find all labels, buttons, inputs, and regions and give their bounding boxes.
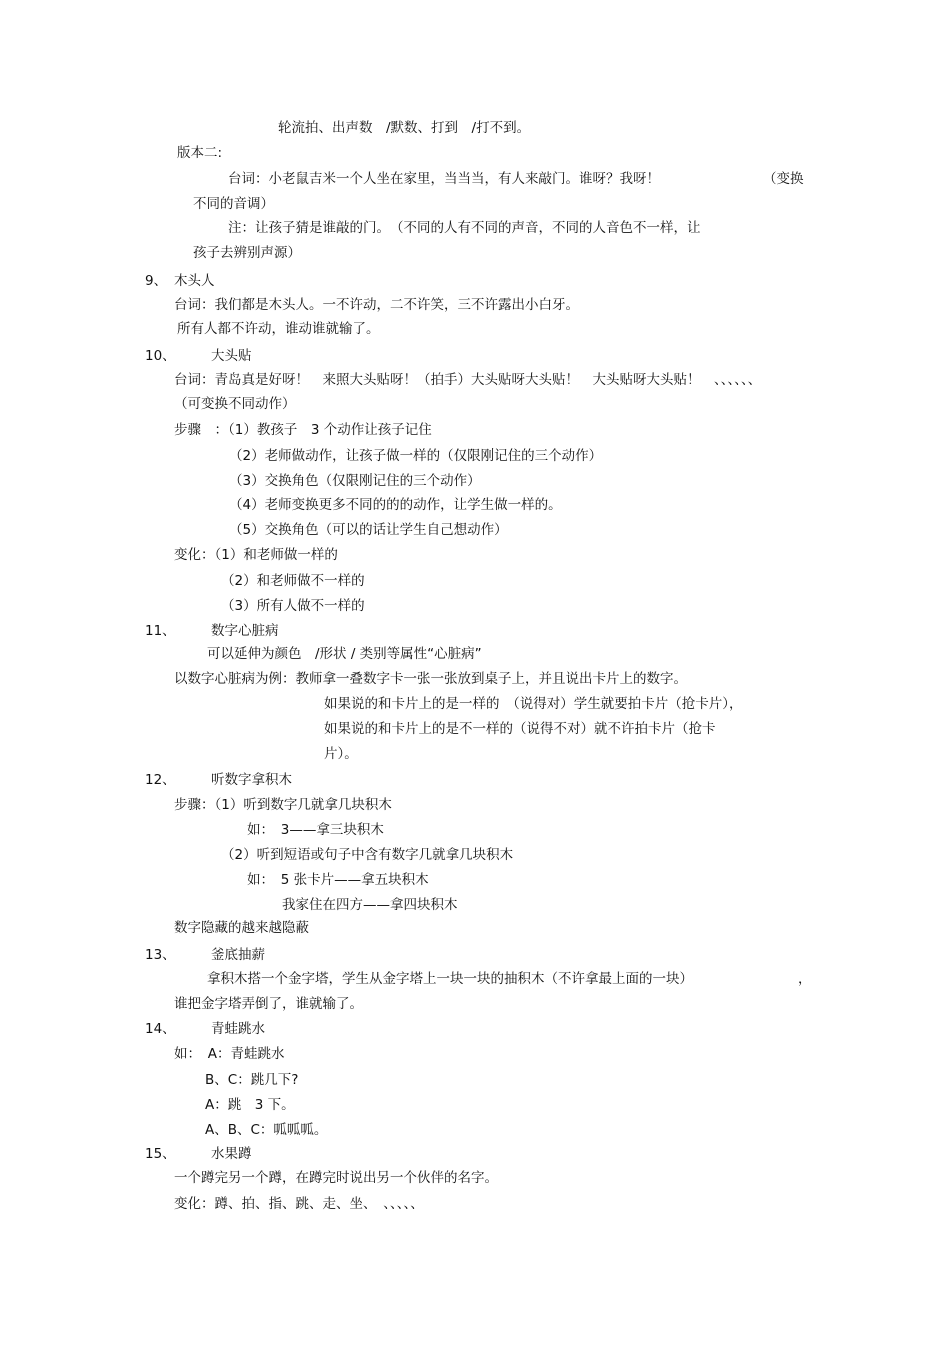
text-line: 如果说的和卡片上的是不一样的（说得不对）就不许拍卡片（抢卡 bbox=[324, 721, 716, 737]
text-line: （2）听到短语或句子中含有数字几就拿几块积木 bbox=[221, 847, 514, 863]
text-line: （2）和老师做不一样的 bbox=[221, 573, 365, 589]
section-number: 13、 bbox=[145, 947, 176, 963]
section-title: 釜底抽薪 bbox=[211, 947, 265, 963]
text-line: （5）交换角色（可以的话让学生自己想动作） bbox=[229, 522, 508, 538]
text-line: 孩子去辨别声源） bbox=[193, 245, 301, 261]
version-heading: 版本二: bbox=[177, 145, 223, 161]
text-line: 如： A：青蛙跳水 bbox=[174, 1046, 285, 1062]
text-line: 步骤 ：（1）教孩子 3 个动作让孩子记住 bbox=[174, 422, 432, 438]
section-number: 12、 bbox=[145, 772, 176, 788]
text-line: 变化：蹲、拍、指、跳、走、坐、 、、、、、 bbox=[174, 1196, 424, 1212]
text-line: （2）老师做动作，让孩子做一样的（仅限刚记住的三个动作） bbox=[229, 448, 603, 464]
text-line: A、B、C：呱呱呱。 bbox=[205, 1122, 328, 1138]
text-line: 不同的音调） bbox=[193, 196, 274, 212]
text-line: （3）所有人做不一样的 bbox=[221, 598, 365, 614]
section-title: 青蛙跳水 bbox=[211, 1021, 265, 1037]
text-line: 所有人都不许动，谁动谁就输了。 bbox=[177, 321, 380, 337]
text-line: A：跳 3 下。 bbox=[205, 1097, 295, 1113]
section-title: 木头人 bbox=[174, 273, 215, 289]
text-line: 数字隐藏的越来越隐蔽 bbox=[174, 920, 309, 936]
section-number: 10、 bbox=[145, 348, 176, 364]
text-line: 我家住在四方——拿四块积木 bbox=[282, 897, 458, 913]
section-number: 15、 bbox=[145, 1146, 176, 1162]
text-line: （可变换不同动作） bbox=[174, 396, 296, 412]
text-line: 步骤：（1）听到数字几就拿几块积木 bbox=[174, 797, 392, 813]
text-line: 如： 5 张卡片——拿五块积木 bbox=[247, 872, 429, 888]
section-number: 11、 bbox=[145, 623, 176, 639]
text-line: （4）老师变换更多不同的的的动作，让学生做一样的。 bbox=[229, 497, 562, 513]
section-number: 14、 bbox=[145, 1021, 176, 1037]
section-title: 数字心脏病 bbox=[211, 623, 279, 639]
text-line: 如果说的和卡片上的是一样的 （说得对）学生就要拍卡片（抢卡片）， bbox=[324, 696, 743, 712]
text-line: 片）。 bbox=[324, 746, 358, 762]
text-line: 谁把金字塔弄倒了，谁就输了。 bbox=[174, 996, 363, 1012]
text-line: 拿积木搭一个金字塔，学生从金字塔上一块一块的抽积木（不许拿最上面的一块） bbox=[207, 971, 693, 987]
text-line: 台词：我们都是木头人。一不许动，二不许笑，三不许露出小白牙。 bbox=[174, 297, 579, 313]
text-line: 以数字心脏病为例：教师拿一叠数字卡一张一张放到桌子上，并且说出卡片上的数字。 bbox=[174, 671, 687, 687]
section-title: 水果蹲 bbox=[211, 1146, 252, 1162]
section-title: 听数字拿积木 bbox=[211, 772, 292, 788]
text-line: （变换 bbox=[763, 171, 804, 187]
text-line: 一个蹲完另一个蹲，在蹲完时说出另一个伙伴的名字。 bbox=[174, 1170, 498, 1186]
text-line: （3）交换角色（仅限刚记住的三个动作） bbox=[229, 473, 481, 489]
text-line: 台词：小老鼠吉米一个人坐在家里，当当当，有人来敲门。谁呀？我呀！ bbox=[228, 171, 660, 187]
section-title: 大头贴 bbox=[211, 348, 252, 364]
text-line: 如： 3——拿三块积木 bbox=[247, 822, 384, 838]
text-line: 变化：（1）和老师做一样的 bbox=[174, 547, 338, 563]
section-number: 9、 bbox=[145, 273, 168, 289]
text-line: 注：让孩子猜是谁敲的门。 （不同的人有不同的声音，不同的人音色不一样，让 bbox=[228, 220, 701, 236]
text-line: 轮流拍、出声数 /默数、打到 /打不到。 bbox=[278, 120, 531, 136]
text-line: 可以延伸为颜色 /形状 / 类别等属性“心脏病” bbox=[207, 646, 482, 662]
text-line: B、C：跳几下? bbox=[205, 1072, 299, 1088]
text-line: 台词：青岛真是好呀！ 来照大头贴呀！（拍手）大头贴呀大头贴！ 大头贴呀大头贴！ 、、、、、、 bbox=[174, 372, 762, 388]
text-line: ， bbox=[798, 971, 812, 987]
